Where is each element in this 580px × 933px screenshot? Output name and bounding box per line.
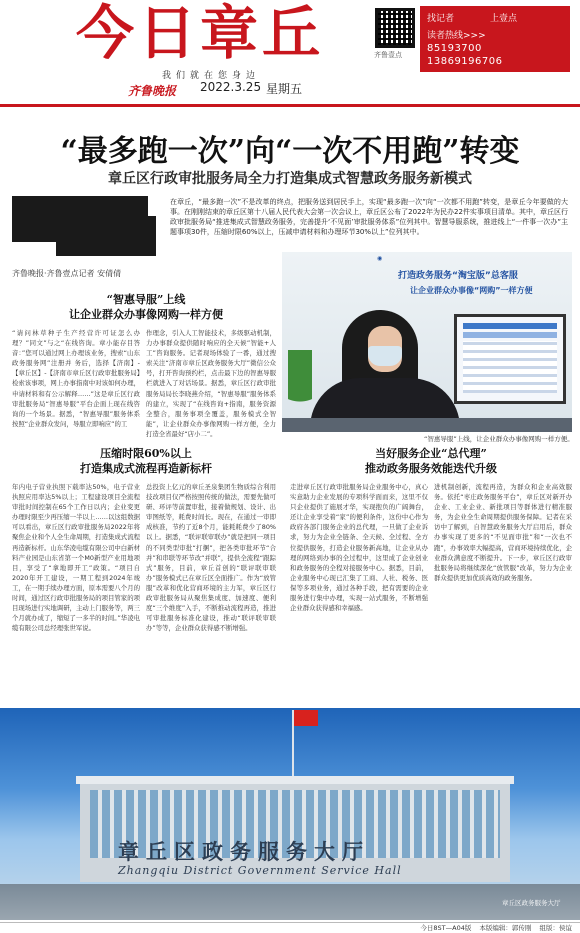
section3-col2: 进机制创新，流程再造，为群众和企业高效服务。依托“枣庄政务服务平台”，章丘区对新开办企业、工业企业、新批项目等群体进行精准服务，为企业全生命周期提供服务保障。记者在采访中了解到，自智慧政务服务大厅启用后，群众办事实现了更多的“不见面审批”和“一次也不跑”，办事效率大幅提高，营商环境持续优化，企业群众满意度不断提升。下一步，章丘区行政审批服务局将继续深化“放管服”改革，努力为企业群众提供更加优质高效的政务服务。 [434, 483, 572, 582]
article-headline: “最多跑一次”向“一次不用跑”转变 [60, 134, 520, 169]
section1-heading-line2: 让企业群众办事像网购一样方便 [69, 308, 223, 321]
photo1-plant [288, 350, 312, 420]
section3-heading-line1: 当好服务企业“总代理” [375, 447, 487, 460]
photo2-plaza [0, 884, 580, 920]
article-lead: 在章丘，“最多跑一次”不是改革的终点，把服务送到居民手上，实现“最多跑一次”向“一次都不用跑”转变，是章丘今年要做的大事。在刚刚结束的章丘区第十八届人民代表大会第一次会议上，章丘区公布了2022年为民办22件实事项目清单。其中，章丘区行政审批服务局“推进集成式智慧政务服务，完善提升‘不见面’审批服务体系”位列其中。智慧导服系统，推进线上“一件事一次办”主题事项30件，压缩时限60%以上，压减申请材料和办理环节30%以上”位列其中。 [170, 198, 568, 236]
masthead-divider [0, 104, 580, 107]
photo1-banner-2: 让企业群众办事像“网购”一样方便 [410, 286, 533, 295]
section2-col1: 年内电子营业执照下载率达50%，电子营业执照应用率达5%以上；工程建设项目全流程审批时间控制在65个工作日以内；企业变更办理时限至少再压缩一半以上……以这组数据可以看出，章丘区行政审批服务局2022年将聚焦企业和个人全生命周期，打造集成式流程再造新标杆。山东华凌电缆有限公司中白新材料产业园是山东省第一个M0新型产业用地项目，享受了“拿地即开工”政策。“项目自2020年开工建设，一期工程到2024年竣工，在一期手续办理方面，原本需要八个月的时间，通过区行政审批服务局的项目管家的项目现场进行实地调研，主动上门服务等，两三个月就办成了，缩短了一多半的时间。”华凌电缆有限公司总经理张世军说。 [12, 483, 140, 633]
footer-pages: 今日8ST—A04版 [420, 924, 472, 932]
section3-heading-line2: 推动政务服务效能迭代升级 [365, 462, 497, 475]
section3-heading [290, 446, 572, 476]
footer-editor: 本版编辑：郭传刚 [479, 924, 532, 932]
issue-weekday: 星期五 [266, 82, 303, 96]
masthead-brand: 齐鲁晚报 [128, 84, 177, 98]
section2-col2: 总投资上亿元的章丘圣泉集团生物质综合利用技改项目仅严格按照传统的做法，需要先做可研、环评等前置审批，接着做规划、设计、出审图纸等，耗费时间长。现在，在通过一审即成核准，节约了近8个月，能耗耗费少了80%以上。据悉，“联评联审联办”就是把同一项目的不同类型审批“打捆”，把各类审批环节“合并”和串联等环节改“并联”，提供全流程“跟踪式”服务，目前，章丘首创的“联评联审联办”服务模式已在章丘区全面推广。作为“放管服”改革和优化营商环境的主力军，章丘区行政审批服务局从聚焦集成度、加速度、便利度“三个维度”入手，不断推动流程再造，推进可审批服务标准化建设，推动“联评联审联办”等等，企业群众获得感不断增强。 [146, 483, 276, 633]
get-on-front-label: 上壹点 [489, 14, 517, 24]
lead-decoration-2 [56, 216, 156, 256]
section1-heading [12, 292, 280, 322]
masthead-title: 今日章丘 [76, 0, 325, 67]
qr-label: 齐鲁壹点 [374, 51, 402, 59]
photo2-sign-chinese: 章丘区政务服务大厅 [118, 840, 370, 864]
photo1-banner-1: 打造政务服务“淘宝版”总客服 [398, 271, 518, 281]
photo1-face-mask [368, 346, 402, 366]
section1-heading-line1: “智惠导服”上线 [106, 293, 186, 306]
reader-hotline-label: 读者热线>>> [427, 31, 486, 41]
footer-proofreader: 组版：侯谊 [539, 924, 572, 932]
masthead-slogan: 我们就在您身边 [162, 71, 261, 81]
section1-col2: 作理念，引入人工智能技术，多级驱动机制，力办事群众提供随时响应的全天候”智能+人工”咨询服务。记者现场体验了一番，通过搜索关注“济南市章丘区政务服务大厅”微信公众号，打开咨询预约栏，点击最下边的智惠导服栏就进入了对话场景。据悉，章丘区行政审批服务局局长李晓燕介绍，“智惠导服”服务体系的建立，实现了“在线咨询+指南，服务资源全整合，服务事项全覆盖，服务模式全智能”，让企业群众办事像网购一样方便，全力打造全省最好“店小二”。 [146, 329, 276, 438]
hotline-number-1[interactable]: 85193700 [427, 43, 482, 54]
section2-heading-line2: 打造集成式流程再造新标杆 [80, 462, 212, 475]
article-byline: 齐鲁晚报·齐鲁壹点记者 安倩倩 [12, 269, 122, 278]
photo2-caption: 章丘区政务服务大厅 [502, 899, 561, 907]
hotline-box [420, 6, 570, 72]
photo-smart-guide-service [282, 252, 572, 432]
photo2-flag [294, 710, 318, 726]
issue-date: 2022.3.25 [200, 80, 262, 94]
photo1-caption: “智惠导服”上线，让企业群众办事像网购一样方便。 [424, 435, 574, 443]
photo1-monitor [454, 314, 566, 404]
photo2-roof [76, 776, 514, 784]
section2-heading-line1: 压缩时限60%以上 [100, 447, 192, 460]
article-subhead: 章丘区行政审批服务局全力打造集成式智慧政务服务新模式 [108, 171, 472, 187]
section3-col1: 走进章丘区行政审批服务局企业服务中心，真心实意助力企业发展的专项科学面而来，这里不仅只企业提供了施展才华，实现抱负的广阔舞台，还让企业享受着“家”的便利条件，这份中心作为政府各部门服务企业的总代理，一旦做了企业诉求，努力为企业全链条、全天候、全过程、全方位提供服务，打造企业服务新高地，让企业从办理的网络到办事的全过程中，这里成了企业创业和政务服务的全程对接服务中心。据悉，目前，企业服务中心现已汇集了工商、人社、税务、医保等多项业务，通过各种手段，把有需要的企业服务进行集中办理，实现一站式服务，不断增强企业群众获得感和幸福感。 [290, 483, 428, 613]
monitor-subbar [463, 332, 557, 338]
monitor-content [463, 341, 557, 393]
monitor-header-bar [463, 323, 557, 329]
qr-code-icon[interactable] [375, 8, 415, 48]
section1-col1: “请问林草种子生产经营许可证怎么办理？”同文”与之“在线咨询。章小能存目答音：”您可以通过网上办理该业务，搜索“山东政务服务网”注册并 务后，选择【济南】-【章丘区】-【济南市章丘区行政审批服务局】检索该事项，网上办事指南中对该如何办理，申请材料和有公示解释……”这是章丘区行政审批服务局“智惠导服”平台企面上现在线咨询的一个场景。据悉，“智惠导服”服务体系按照“企业群众发问，导服立即响应”的工 [12, 329, 140, 428]
photo-government-service-hall [0, 708, 580, 920]
photo1-desk [282, 418, 572, 432]
page-footer [420, 923, 572, 932]
masthead [0, 0, 580, 104]
photo1-logo: ◉ [377, 255, 383, 262]
hotline-number-2[interactable]: 13869196706 [427, 56, 503, 67]
section2-heading [12, 446, 280, 476]
photo2-sign-english: Zhangqiu District Government Service Hall [118, 864, 402, 877]
find-reporter-label: 找记者 [427, 14, 455, 24]
